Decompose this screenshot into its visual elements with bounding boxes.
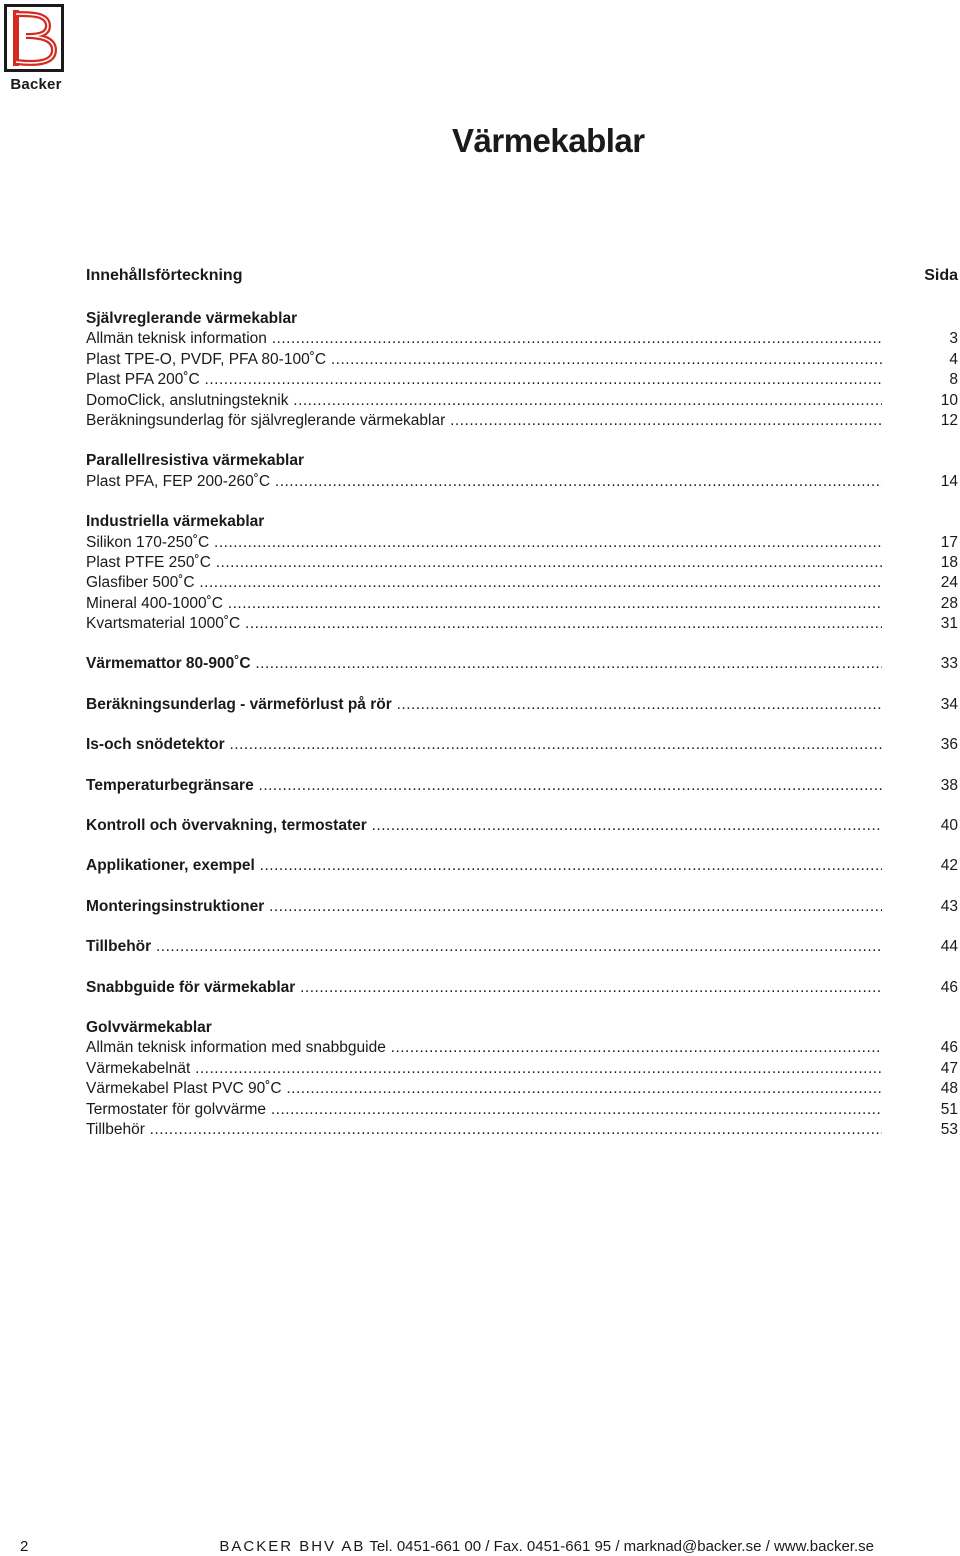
toc-page-heading: Sida [924,267,958,284]
toc-entry[interactable] [86,391,958,411]
toc-entry[interactable] [86,350,958,370]
toc-entry[interactable] [86,329,958,349]
toc-entry-label: Mineral 400-1000˚C ..... [86,594,882,614]
toc-heading: Innehållsförteckning [86,267,243,284]
toc-entry-label: Plast TPE-O, PVDF, PFA 80-100˚C ..... [86,350,882,370]
toc-entry-label: DomoClick, anslutningsteknik ..... [86,391,882,411]
toc-entry-label: Värmemattor 80-900˚C ..... [86,654,882,674]
toc-entry-page: 46 [940,978,958,996]
toc-section [86,654,958,674]
toc-section [86,978,958,998]
toc-entry-page: 12 [940,411,958,429]
toc-entry[interactable] [86,1120,958,1140]
toc-entry[interactable] [86,573,958,593]
toc-entry-page: 8 [949,371,958,389]
toc-section [86,309,958,431]
toc-entry[interactable] [86,937,958,957]
toc-section [86,937,958,957]
toc-entry[interactable] [86,1038,958,1058]
logo-text: Backer [10,76,62,93]
toc-entry[interactable] [86,654,958,674]
toc-section [86,816,958,836]
toc-entry-page: 53 [940,1120,958,1138]
toc-entry-page: 3 [949,330,958,348]
footer-company: BACKER BHV AB [219,1538,366,1555]
backer-logo [4,4,64,92]
toc-entry[interactable] [86,533,958,553]
toc-entry-page: 36 [940,736,958,754]
footer-contact-line [219,1538,874,1555]
toc-section-title: Industriella värmekablar [86,513,265,531]
toc-entry[interactable] [86,816,958,836]
toc-entry-label: Värmekabelnät ..... [86,1059,882,1079]
toc-entry-page: 24 [940,574,958,592]
toc-entry-label: Silikon 170-250˚C ..... [86,533,882,553]
toc-section [86,897,958,917]
toc-entry[interactable] [86,695,958,715]
toc-entry-label: Applikationer, exempel ..... [86,856,882,876]
toc-entry-page: 42 [940,857,958,875]
toc-entry-page: 33 [940,655,958,673]
toc-entry-page: 28 [940,594,958,612]
toc-entry-page: 44 [940,938,958,956]
toc-entry-page: 40 [940,817,958,835]
toc-entry[interactable] [86,411,958,431]
toc-sections [86,309,958,1140]
toc-section [86,776,958,796]
toc-entry[interactable] [86,553,958,573]
toc-entry-label: Beräkningsunderlag - värmeförlust på rör ..... [86,695,882,715]
toc-entry-page: 51 [940,1100,958,1118]
toc-entry-label: Plast PFA 200˚C ..... [86,370,882,390]
toc-entry[interactable] [86,594,958,614]
toc-entry-label: Temperaturbegränsare ..... [86,776,882,796]
toc-entry-label: Tillbehör ..... [86,937,882,957]
toc-entry-page: 14 [940,472,958,490]
toc-entry-page: 46 [940,1039,958,1057]
toc-entry-page: 34 [940,695,958,713]
toc-section [86,695,958,715]
toc-entry[interactable] [86,856,958,876]
toc-entry-label: Kontroll och övervakning, termostater ..... [86,816,882,836]
toc-entry-page: 10 [940,391,958,409]
toc-entry[interactable] [86,897,958,917]
toc-entry-page: 38 [940,776,958,794]
toc-entry-label: Beräkningsunderlag för självreglerande värmekablar ..... [86,411,882,431]
toc-section [86,451,958,492]
toc-entry-page: 18 [940,553,958,571]
toc-entry[interactable] [86,978,958,998]
toc-section-title: Självreglerande värmekablar [86,310,298,327]
toc-entry[interactable] [86,776,958,796]
toc-entry[interactable] [86,1100,958,1120]
footer-contact: Tel. 0451-661 00 / Fax. 0451-661 95 / marknad@backer.se / www.backer.se [369,1538,874,1555]
toc-entry-label: Allmän teknisk information med snabbguide ..... [86,1038,882,1058]
toc-entry-label: Monteringsinstruktioner ..... [86,897,882,917]
toc-header [86,264,958,288]
toc-entry-page: 43 [940,897,958,915]
toc-section-title: Golvvärmekablar [86,1018,212,1036]
toc-entry-page: 4 [949,350,958,368]
toc-entry-page: 47 [940,1059,958,1077]
toc-entry-label: Glasfiber 500˚C ..... [86,573,882,593]
toc-entry[interactable] [86,1059,958,1079]
toc-section [86,856,958,876]
toc-entry-label: Värmekabel Plast PVC 90˚C ..... [86,1079,882,1099]
toc-entry-label: Snabbguide för värmekablar ..... [86,978,882,998]
toc-entry-page: 31 [940,615,958,633]
toc-entry-label: Plast PFA, FEP 200-260˚C ..... [86,472,882,492]
toc-entry-label: Plast PTFE 250˚C ..... [86,553,882,573]
table-of-contents [86,264,958,1160]
toc-section [86,735,958,755]
toc-section [86,1018,958,1140]
toc-entry-page: 17 [940,533,958,551]
toc-entry-label: Is-och snödetektor ..... [86,735,882,755]
page-number: 2 [20,1538,29,1555]
page-title: Värmekablar [452,122,645,159]
toc-entry-label: Kvartsmaterial 1000˚C ..... [86,614,882,634]
toc-entry-label: Termostater för golvvärme ..... [86,1100,882,1120]
toc-entry[interactable] [86,1079,958,1099]
toc-section-title: Parallellresistiva värmekablar [86,452,305,470]
toc-entry-label: Allmän teknisk information ..... [86,329,882,349]
toc-entry[interactable] [86,472,958,492]
toc-entry-page: 48 [940,1080,958,1098]
toc-section [86,512,958,634]
toc-entry-label: Tillbehör ..... [86,1120,882,1140]
toc-entry[interactable] [86,735,958,755]
toc-entry[interactable] [86,614,958,634]
toc-entry[interactable] [86,370,958,390]
footer [0,1538,960,1556]
backer-logo-mark [4,4,64,72]
